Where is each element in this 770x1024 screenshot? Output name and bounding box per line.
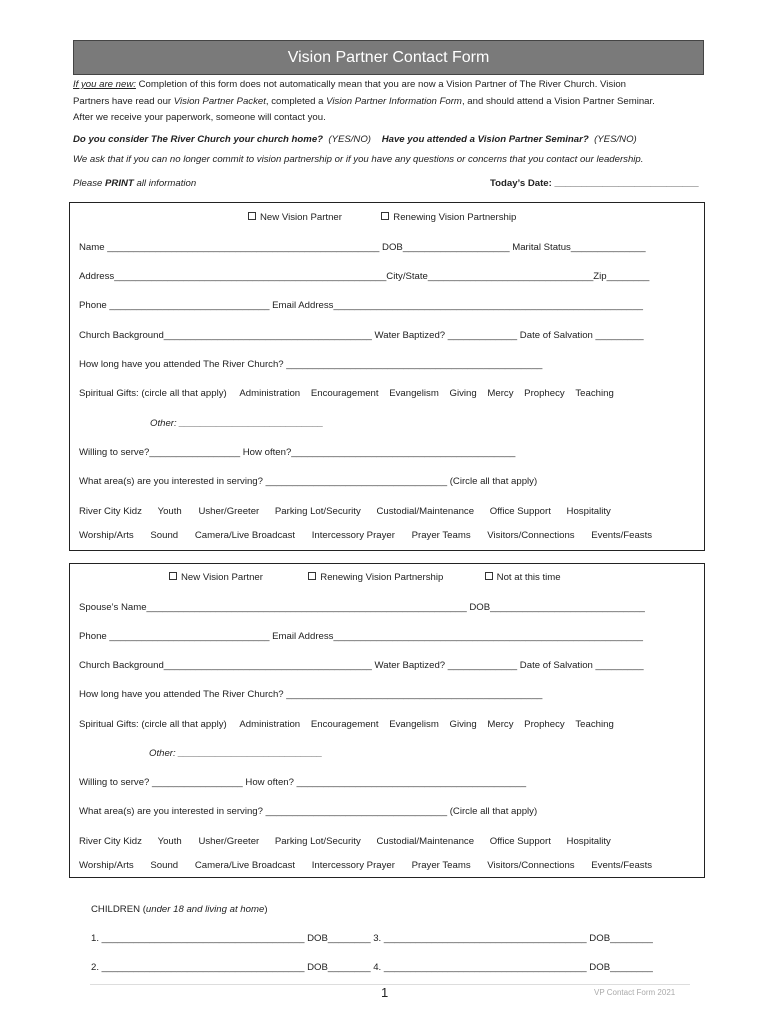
checkbox[interactable] <box>308 572 316 580</box>
intro-text: Partners have read our <box>73 96 174 107</box>
vision-partner-info-form: Vision Partner Information Form <box>326 96 462 107</box>
spouse-service-areas-row-1 <box>79 836 611 847</box>
gift-option[interactable]: Mercy <box>487 388 514 399</box>
intro-line-1-text: Completion of this form does not automatically mean that you are now a Vision Partner of The River Church. Vision <box>135 79 627 90</box>
spouse-phone-email-field[interactable]: Phone ______________________________ Email Address__________________________________________________________ <box>79 631 643 642</box>
gift-option[interactable]: Administration <box>239 719 301 730</box>
area-option[interactable]: Hospitality <box>566 836 611 847</box>
area-option[interactable]: Office Support <box>489 836 551 847</box>
gift-option[interactable]: Administration <box>239 388 301 399</box>
area-option[interactable]: Custodial/Maintenance <box>376 836 475 847</box>
checkbox[interactable] <box>381 212 389 220</box>
option-new-partner[interactable]: New Vision Partner <box>260 212 342 223</box>
commit-note: We ask that if you can no longer commit to vision partnership or if you have any questions or concerns that you contact our leadership. <box>73 154 644 165</box>
area-option[interactable]: River City Kidz <box>79 506 142 517</box>
area-option[interactable]: Youth <box>157 836 182 847</box>
spiritual-gifts-label: Spiritual Gifts: (circle all that apply) <box>79 388 227 399</box>
gift-option[interactable]: Encouragement <box>310 719 379 730</box>
gift-option[interactable]: Giving <box>449 719 477 730</box>
intro-text: , and should attend a Vision Partner Seminar. <box>461 96 655 107</box>
area-option[interactable]: Sound <box>150 860 179 871</box>
gift-option[interactable]: Teaching <box>575 388 614 399</box>
intro-line-3: After we receive your paperwork, someone will contact you. <box>73 112 326 123</box>
church-background-field[interactable]: Church Background_______________________________________ Water Baptized? _____________ Date of Salvation _________ <box>79 330 644 341</box>
gift-option[interactable]: Evangelism <box>389 388 439 399</box>
print-emphasis: PRINT <box>105 178 134 189</box>
question-church-home <box>73 132 637 149</box>
area-option[interactable]: Sound <box>150 530 179 541</box>
question-text: Have you attended a Vision Partner Seminar? <box>381 134 589 145</box>
spouse-other-gift-field[interactable]: Other: ___________________________ <box>149 748 323 759</box>
gift-option[interactable]: Evangelism <box>389 719 439 730</box>
option-not-at-this-time[interactable]: Not at this time <box>496 572 561 583</box>
spouse-service-areas-field[interactable]: What area(s) are you interested in serving? __________________________________ (Circle all that apply) <box>79 806 538 817</box>
spouse-name-field[interactable]: Spouse’s Name____________________________________________________________ DOB_____________________________ <box>79 602 645 613</box>
area-option[interactable]: Youth <box>157 506 182 517</box>
service-areas-field[interactable]: What area(s) are you interested in serving? __________________________________ (Circle all that apply) <box>79 476 538 487</box>
service-areas-row-2 <box>79 530 652 541</box>
area-option[interactable]: Office Support <box>489 506 551 517</box>
area-option[interactable]: Custodial/Maintenance <box>376 506 475 517</box>
area-option[interactable]: Visitors/Connections <box>487 860 575 871</box>
children-row-2[interactable]: 2. ______________________________________ DOB________ 4. ______________________________________ DOB________ <box>91 962 653 973</box>
phone-email-field[interactable]: Phone ______________________________ Email Address__________________________________________________________ <box>79 300 643 311</box>
children-label: ) <box>264 904 268 915</box>
checkbox[interactable] <box>248 212 256 220</box>
option-renewing[interactable]: Renewing Vision Partnership <box>393 212 517 223</box>
question-options: (YES/NO) <box>594 134 637 145</box>
gift-option[interactable]: Giving <box>449 388 477 399</box>
name-field[interactable]: Name ___________________________________________________ DOB____________________ Marital Status______________ <box>79 242 646 253</box>
gift-option[interactable]: Prophecy <box>524 388 565 399</box>
spiritual-gifts-label: Spiritual Gifts: (circle all that apply) <box>79 719 227 730</box>
spiritual-gifts-row <box>79 388 614 399</box>
gift-option[interactable]: Teaching <box>575 719 614 730</box>
area-option[interactable]: Events/Feasts <box>591 860 653 871</box>
gift-option[interactable]: Mercy <box>487 719 514 730</box>
address-field[interactable]: Address___________________________________________________City/State_______________________________Zip________ <box>79 271 650 282</box>
print-note <box>73 176 196 193</box>
area-option[interactable]: Worship/Arts <box>79 530 134 541</box>
area-option[interactable]: Intercessory Prayer <box>311 860 395 871</box>
area-option[interactable]: Parking Lot/Security <box>274 836 361 847</box>
spouse-spiritual-gifts-row <box>79 719 614 730</box>
checkbox[interactable] <box>485 572 493 580</box>
area-option[interactable]: Visitors/Connections <box>487 530 575 541</box>
area-option[interactable]: Hospitality <box>566 506 611 517</box>
area-option[interactable]: Prayer Teams <box>411 860 471 871</box>
area-option[interactable]: Intercessory Prayer <box>311 530 395 541</box>
area-option[interactable]: River City Kidz <box>79 836 142 847</box>
checkbox[interactable] <box>169 572 177 580</box>
form-title: Vision Partner Contact Form <box>73 40 704 75</box>
print-text: all information <box>133 178 197 189</box>
option-new-partner[interactable]: New Vision Partner <box>181 572 263 583</box>
willing-serve-field[interactable]: Willing to serve?_________________ How often?__________________________________________ <box>79 447 516 458</box>
question-options: (YES/NO) <box>328 134 372 145</box>
options-row <box>248 212 516 223</box>
intro-text: , completed a <box>265 96 327 107</box>
area-option[interactable]: Camera/Live Broadcast <box>194 860 296 871</box>
footer-divider <box>90 984 690 985</box>
gift-option[interactable]: Prophecy <box>524 719 565 730</box>
children-row-1[interactable]: 1. ______________________________________ DOB________ 3. ______________________________________ DOB________ <box>91 933 653 944</box>
area-option[interactable]: Usher/Greeter <box>198 506 260 517</box>
spouse-attendance-field[interactable]: How long have you attended The River Church? ________________________________________________ <box>79 689 543 700</box>
attendance-field[interactable]: How long have you attended The River Church? ________________________________________________ <box>79 359 543 370</box>
intro-line-2 <box>73 94 655 111</box>
gift-option[interactable]: Encouragement <box>310 388 379 399</box>
area-option[interactable]: Parking Lot/Security <box>274 506 361 517</box>
vision-partner-packet: Vision Partner Packet <box>173 96 266 107</box>
spouse-options-row <box>169 572 561 583</box>
option-renewing[interactable]: Renewing Vision Partnership <box>320 572 444 583</box>
children-label: CHILDREN ( <box>91 904 146 915</box>
area-option[interactable]: Camera/Live Broadcast <box>194 530 296 541</box>
todays-date-field[interactable]: Today’s Date: ___________________________ <box>490 178 699 189</box>
area-option[interactable]: Events/Feasts <box>591 530 653 541</box>
applicant-section <box>69 202 705 551</box>
spouse-church-background-field[interactable]: Church Background_______________________________________ Water Baptized? _____________ Date of Salvation _________ <box>79 660 644 671</box>
question-text: Do you consider The River Church your church home? <box>73 134 324 145</box>
area-option[interactable]: Worship/Arts <box>79 860 134 871</box>
children-qualifier: under 18 and living at home <box>145 904 265 915</box>
spouse-service-areas-row-2 <box>79 860 652 871</box>
other-gift-field[interactable]: Other: ___________________________ <box>150 418 324 429</box>
area-option[interactable]: Prayer Teams <box>411 530 471 541</box>
page-number: 1 <box>381 985 389 1000</box>
new-label: If you are new: <box>73 79 136 90</box>
print-text: Please <box>73 178 105 189</box>
intro-line-1 <box>73 77 626 94</box>
area-option[interactable]: Usher/Greeter <box>198 836 260 847</box>
spouse-willing-serve-field[interactable]: Willing to serve? _________________ How often? ___________________________________________ <box>79 777 527 788</box>
children-heading <box>91 904 268 915</box>
form-id: VP Contact Form 2021 <box>594 988 676 997</box>
service-areas-row-1 <box>79 506 611 517</box>
